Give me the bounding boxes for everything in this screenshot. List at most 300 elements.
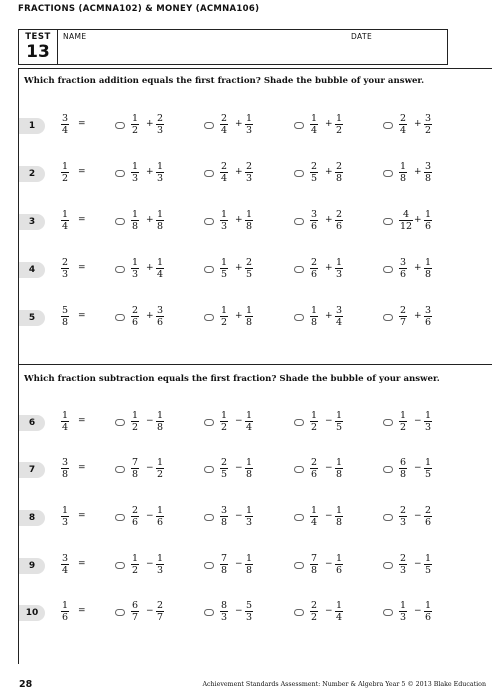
option-fraction-a xyxy=(220,161,228,184)
equals-sign: = xyxy=(78,606,86,616)
option-fraction-a xyxy=(399,113,407,136)
answer-bubble[interactable] xyxy=(294,419,304,426)
target-fraction xyxy=(61,505,69,528)
option-fraction-b-denominator: 8 xyxy=(246,317,253,328)
option-fraction-b-numerator: 2 xyxy=(336,209,343,220)
option-fraction-a-numerator: 2 xyxy=(400,305,407,316)
option-fraction-b-numerator: 1 xyxy=(157,161,164,172)
option-fraction-a-numerator: 1 xyxy=(400,161,407,172)
option-fraction-a xyxy=(220,600,228,623)
option-fraction-a xyxy=(399,505,407,528)
option-fraction-a-numerator: 1 xyxy=(132,113,139,124)
option-fraction-b-denominator: 4 xyxy=(336,317,343,328)
operator-sign: − xyxy=(414,511,422,521)
option-fraction-b-numerator: 2 xyxy=(157,600,164,611)
operator-sign: + xyxy=(325,215,333,225)
option-fraction-b-numerator: 3 xyxy=(157,305,164,316)
operator-sign: − xyxy=(325,416,333,426)
test-header-box xyxy=(18,29,448,65)
option-fraction-a-numerator: 3 xyxy=(400,257,407,268)
option-fraction-a-denominator: 8 xyxy=(221,565,228,576)
option-fraction-a-numerator: 1 xyxy=(221,257,228,268)
question-row xyxy=(0,207,496,237)
answer-bubble[interactable] xyxy=(115,218,125,225)
option-fraction-a-numerator: 1 xyxy=(132,410,139,421)
option-fraction-b-numerator: 1 xyxy=(246,209,253,220)
option-fraction-a xyxy=(131,161,139,184)
option-fraction-b-denominator: 6 xyxy=(425,317,432,328)
question-number-tab: 5 xyxy=(19,310,45,326)
option-fraction-a-denominator: 8 xyxy=(132,469,139,480)
option-fraction-a-numerator: 2 xyxy=(221,161,228,172)
option-fraction-a xyxy=(220,553,228,576)
answer-bubble[interactable] xyxy=(204,419,214,426)
option-fraction-b xyxy=(245,553,253,576)
option-fraction-a-numerator: 2 xyxy=(311,600,318,611)
option-fraction-a-denominator: 3 xyxy=(221,221,228,232)
option-fraction-a xyxy=(131,257,139,280)
answer-bubble[interactable] xyxy=(204,466,214,473)
option-fraction-b-numerator: 1 xyxy=(336,457,343,468)
option-fraction-a-denominator: 2 xyxy=(221,422,228,433)
operator-sign: − xyxy=(235,559,243,569)
answer-bubble[interactable] xyxy=(204,514,214,521)
option-fraction-b xyxy=(335,457,343,480)
option-fraction-a-numerator: 2 xyxy=(400,113,407,124)
operator-sign: + xyxy=(146,167,154,177)
option-fraction-a-numerator: 2 xyxy=(400,553,407,564)
answer-bubble[interactable] xyxy=(383,266,393,273)
answer-bubble[interactable] xyxy=(383,170,393,177)
option-fraction-a xyxy=(310,161,318,184)
option-fraction-b-denominator: 6 xyxy=(157,517,164,528)
option-fraction-b-numerator: 3 xyxy=(425,161,432,172)
operator-sign: − xyxy=(325,511,333,521)
option-fraction-b-numerator: 1 xyxy=(336,553,343,564)
option-fraction-a-numerator: 2 xyxy=(221,457,228,468)
option-fraction-a xyxy=(310,553,318,576)
option-fraction-b-denominator: 3 xyxy=(336,269,343,280)
answer-bubble[interactable] xyxy=(383,419,393,426)
target-fraction-denominator: 4 xyxy=(62,565,69,576)
option-fraction-b-denominator: 6 xyxy=(336,221,343,232)
target-fraction xyxy=(61,305,69,328)
option-fraction-b-numerator: 1 xyxy=(157,209,164,220)
option-fraction-b-denominator: 4 xyxy=(157,269,164,280)
option-fraction-a xyxy=(310,305,318,328)
option-fraction-b-denominator: 3 xyxy=(157,565,164,576)
equals-sign: = xyxy=(78,119,86,129)
answer-bubble[interactable] xyxy=(383,609,393,616)
option-fraction-a xyxy=(399,600,407,623)
option-fraction-a-numerator: 2 xyxy=(311,457,318,468)
option-fraction-a xyxy=(399,457,407,480)
option-fraction-a xyxy=(310,457,318,480)
equals-sign: = xyxy=(78,167,86,177)
answer-bubble[interactable] xyxy=(115,266,125,273)
answer-bubble[interactable] xyxy=(294,562,304,569)
answer-bubble[interactable] xyxy=(204,122,214,129)
answer-bubble[interactable] xyxy=(204,170,214,177)
option-fraction-a xyxy=(220,505,228,528)
answer-bubble[interactable] xyxy=(294,514,304,521)
operator-sign: − xyxy=(325,463,333,473)
answer-bubble[interactable] xyxy=(115,122,125,129)
option-fraction-b-numerator: 1 xyxy=(336,410,343,421)
option-fraction-b-numerator: 2 xyxy=(425,505,432,516)
option-fraction-a xyxy=(399,305,407,328)
option-fraction-b xyxy=(245,209,253,232)
option-fraction-a xyxy=(220,305,228,328)
answer-bubble[interactable] xyxy=(383,514,393,521)
question-number-tab: 7 xyxy=(19,462,45,478)
option-fraction-a xyxy=(131,305,139,328)
option-fraction-b-numerator: 1 xyxy=(157,457,164,468)
option-fraction-b-denominator: 8 xyxy=(336,517,343,528)
option-fraction-b xyxy=(156,161,164,184)
option-fraction-b-numerator: 1 xyxy=(157,410,164,421)
operator-sign: − xyxy=(146,463,154,473)
option-fraction-a-denominator: 6 xyxy=(132,317,139,328)
answer-bubble[interactable] xyxy=(115,562,125,569)
option-fraction-b xyxy=(245,410,253,433)
name-label: NAME xyxy=(63,32,87,41)
option-fraction-a-numerator: 6 xyxy=(400,457,407,468)
target-fraction-numerator: 1 xyxy=(62,209,69,220)
answer-bubble[interactable] xyxy=(115,314,125,321)
option-fraction-a-numerator: 2 xyxy=(132,505,139,516)
option-fraction-a xyxy=(399,161,407,184)
answer-bubble[interactable] xyxy=(204,562,214,569)
option-fraction-b-numerator: 3 xyxy=(336,305,343,316)
answer-bubble[interactable] xyxy=(294,609,304,616)
option-fraction-b xyxy=(245,113,253,136)
target-fraction-numerator: 1 xyxy=(62,505,69,516)
option-fraction-a-numerator: 1 xyxy=(311,113,318,124)
question-row xyxy=(0,111,496,141)
option-fraction-a-numerator: 1 xyxy=(221,410,228,421)
operator-sign: − xyxy=(414,416,422,426)
option-fraction-a-numerator: 1 xyxy=(132,209,139,220)
option-fraction-a-numerator: 2 xyxy=(221,113,228,124)
option-fraction-b xyxy=(424,257,432,280)
operator-sign: − xyxy=(414,559,422,569)
option-fraction-b-numerator: 1 xyxy=(425,457,432,468)
test-number: 13 xyxy=(26,42,50,62)
operator-sign: + xyxy=(414,167,422,177)
option-fraction-b xyxy=(424,505,432,528)
answer-bubble[interactable] xyxy=(204,218,214,225)
operator-sign: + xyxy=(325,119,333,129)
answer-bubble[interactable] xyxy=(294,466,304,473)
option-fraction-a xyxy=(131,600,139,623)
operator-sign: + xyxy=(235,263,243,273)
question-number-tab: 3 xyxy=(19,214,45,230)
option-fraction-a xyxy=(131,209,139,232)
question-row xyxy=(0,408,496,438)
option-fraction-b-denominator: 8 xyxy=(425,173,432,184)
option-fraction-b-numerator: 2 xyxy=(336,161,343,172)
option-fraction-a xyxy=(310,209,318,232)
equals-sign: = xyxy=(78,215,86,225)
option-fraction-b-numerator: 2 xyxy=(157,113,164,124)
target-fraction-denominator: 8 xyxy=(62,317,69,328)
option-fraction-a xyxy=(399,209,413,232)
option-fraction-b-numerator: 2 xyxy=(246,257,253,268)
option-fraction-b-denominator: 2 xyxy=(157,469,164,480)
option-fraction-b xyxy=(424,113,432,136)
option-fraction-b xyxy=(156,209,164,232)
option-fraction-b xyxy=(245,505,253,528)
equals-sign: = xyxy=(78,511,86,521)
option-fraction-a-denominator: 4 xyxy=(221,173,228,184)
option-fraction-a-denominator: 8 xyxy=(400,469,407,480)
option-fraction-b xyxy=(156,457,164,480)
option-fraction-a-numerator: 1 xyxy=(221,209,228,220)
option-fraction-b-denominator: 6 xyxy=(425,221,432,232)
option-fraction-b xyxy=(245,257,253,280)
option-fraction-a-numerator: 7 xyxy=(311,553,318,564)
option-fraction-a-denominator: 7 xyxy=(400,317,407,328)
option-fraction-a-denominator: 3 xyxy=(132,269,139,280)
option-fraction-a-denominator: 6 xyxy=(311,269,318,280)
target-fraction xyxy=(61,457,69,480)
option-fraction-b xyxy=(245,161,253,184)
target-fraction-numerator: 1 xyxy=(62,600,69,611)
option-fraction-a-numerator: 1 xyxy=(311,410,318,421)
option-fraction-b-denominator: 8 xyxy=(425,269,432,280)
operator-sign: − xyxy=(414,463,422,473)
option-fraction-a-denominator: 5 xyxy=(221,469,228,480)
option-fraction-b xyxy=(424,457,432,480)
target-fraction-numerator: 1 xyxy=(62,161,69,172)
date-label: DATE xyxy=(351,32,373,41)
option-fraction-a-numerator: 4 xyxy=(403,209,410,220)
target-fraction-denominator: 2 xyxy=(62,173,69,184)
option-fraction-b-denominator: 4 xyxy=(246,422,253,433)
option-fraction-b xyxy=(424,209,432,232)
option-fraction-b-numerator: 1 xyxy=(336,505,343,516)
option-fraction-b-denominator: 4 xyxy=(336,612,343,623)
answer-bubble[interactable] xyxy=(115,609,125,616)
operator-sign: − xyxy=(325,606,333,616)
target-fraction-denominator: 4 xyxy=(62,221,69,232)
operator-sign: − xyxy=(235,463,243,473)
option-fraction-b-denominator: 8 xyxy=(157,221,164,232)
answer-bubble[interactable] xyxy=(383,562,393,569)
option-fraction-b xyxy=(335,553,343,576)
option-fraction-a-denominator: 2 xyxy=(132,565,139,576)
target-fraction-denominator: 8 xyxy=(62,469,69,480)
answer-bubble[interactable] xyxy=(383,218,393,225)
equals-sign: = xyxy=(78,463,86,473)
target-fraction xyxy=(61,209,69,232)
option-fraction-b-numerator: 2 xyxy=(246,161,253,172)
option-fraction-a-denominator: 2 xyxy=(221,317,228,328)
option-fraction-b-denominator: 6 xyxy=(425,612,432,623)
operator-sign: − xyxy=(325,559,333,569)
option-fraction-a-numerator: 1 xyxy=(132,553,139,564)
subtraction-instruction: Which fraction subtraction equals the first fraction? Shade the bubble of your answer. xyxy=(24,374,440,384)
option-fraction-a xyxy=(220,457,228,480)
option-fraction-b-numerator: 5 xyxy=(246,600,253,611)
option-fraction-a-denominator: 4 xyxy=(311,517,318,528)
option-fraction-a xyxy=(310,410,318,433)
option-fraction-a-denominator: 3 xyxy=(400,517,407,528)
option-fraction-b-denominator: 3 xyxy=(157,173,164,184)
option-fraction-a-denominator: 2 xyxy=(132,125,139,136)
question-number-tab: 6 xyxy=(19,415,45,431)
answer-bubble[interactable] xyxy=(383,314,393,321)
answer-bubble[interactable] xyxy=(115,170,125,177)
option-fraction-b xyxy=(424,553,432,576)
option-fraction-a-numerator: 7 xyxy=(221,553,228,564)
option-fraction-b xyxy=(335,257,343,280)
option-fraction-a-denominator: 8 xyxy=(132,221,139,232)
option-fraction-a-numerator: 3 xyxy=(221,505,228,516)
option-fraction-a-denominator: 12 xyxy=(400,221,413,232)
operator-sign: + xyxy=(325,263,333,273)
operator-sign: − xyxy=(146,606,154,616)
option-fraction-a-denominator: 5 xyxy=(311,173,318,184)
option-fraction-b-denominator: 6 xyxy=(157,317,164,328)
target-fraction-denominator: 3 xyxy=(62,269,69,280)
option-fraction-b xyxy=(335,505,343,528)
equals-sign: = xyxy=(78,263,86,273)
option-fraction-b-numerator: 1 xyxy=(157,553,164,564)
answer-bubble[interactable] xyxy=(294,170,304,177)
option-fraction-a-numerator: 2 xyxy=(132,305,139,316)
option-fraction-b xyxy=(245,600,253,623)
option-fraction-b-denominator: 6 xyxy=(336,565,343,576)
section-divider xyxy=(18,364,492,365)
footer-credit: Achievement Standards Assessment: Number & Algebra Year 5 © 2013 Blake Education xyxy=(202,681,486,688)
option-fraction-b-numerator: 1 xyxy=(246,305,253,316)
option-fraction-a xyxy=(399,410,407,433)
question-row xyxy=(0,255,496,285)
answer-bubble[interactable] xyxy=(115,466,125,473)
option-fraction-a-denominator: 6 xyxy=(400,269,407,280)
answer-bubble[interactable] xyxy=(115,419,125,426)
answer-bubble[interactable] xyxy=(294,314,304,321)
option-fraction-a-numerator: 6 xyxy=(132,600,139,611)
answer-bubble[interactable] xyxy=(383,122,393,129)
addition-instruction: Which fraction addition equals the first fraction? Shade the bubble of your answer. xyxy=(24,76,425,86)
question-number-tab: 4 xyxy=(19,262,45,278)
option-fraction-b xyxy=(245,457,253,480)
option-fraction-a-denominator: 6 xyxy=(311,469,318,480)
answer-bubble[interactable] xyxy=(115,514,125,521)
option-fraction-a xyxy=(220,209,228,232)
option-fraction-a-denominator: 8 xyxy=(221,517,228,528)
answer-bubble[interactable] xyxy=(294,122,304,129)
answer-bubble[interactable] xyxy=(204,266,214,273)
target-fraction xyxy=(61,257,69,280)
option-fraction-b-denominator: 3 xyxy=(425,422,432,433)
target-fraction-denominator: 4 xyxy=(62,422,69,433)
question-row xyxy=(0,503,496,533)
option-fraction-a-denominator: 8 xyxy=(400,173,407,184)
option-fraction-a-numerator: 2 xyxy=(400,505,407,516)
option-fraction-b-numerator: 1 xyxy=(246,113,253,124)
option-fraction-b-numerator: 1 xyxy=(425,553,432,564)
option-fraction-b-denominator: 3 xyxy=(246,517,253,528)
target-fraction-denominator: 6 xyxy=(62,612,69,623)
option-fraction-b xyxy=(335,410,343,433)
target-fraction xyxy=(61,553,69,576)
option-fraction-a-denominator: 2 xyxy=(311,422,318,433)
option-fraction-a-denominator: 2 xyxy=(400,422,407,433)
option-fraction-a xyxy=(399,257,407,280)
option-fraction-b-denominator: 3 xyxy=(246,612,253,623)
option-fraction-a-numerator: 1 xyxy=(311,305,318,316)
option-fraction-a xyxy=(310,257,318,280)
operator-sign: + xyxy=(235,215,243,225)
option-fraction-b-denominator: 8 xyxy=(246,565,253,576)
operator-sign: − xyxy=(235,416,243,426)
operator-sign: + xyxy=(414,311,422,321)
target-fraction-numerator: 2 xyxy=(62,257,69,268)
target-fraction-numerator: 1 xyxy=(62,410,69,421)
option-fraction-a xyxy=(131,457,139,480)
question-row xyxy=(0,303,496,333)
answer-bubble[interactable] xyxy=(383,466,393,473)
question-number-tab: 2 xyxy=(19,166,45,182)
option-fraction-a-denominator: 8 xyxy=(311,317,318,328)
option-fraction-b-denominator: 7 xyxy=(157,612,164,623)
option-fraction-a-numerator: 3 xyxy=(311,209,318,220)
option-fraction-b-numerator: 3 xyxy=(425,305,432,316)
answer-bubble[interactable] xyxy=(204,609,214,616)
equals-sign: = xyxy=(78,311,86,321)
answer-bubble[interactable] xyxy=(294,266,304,273)
option-fraction-b-numerator: 1 xyxy=(425,410,432,421)
option-fraction-b-numerator: 1 xyxy=(246,505,253,516)
target-fraction-numerator: 5 xyxy=(62,305,69,316)
operator-sign: − xyxy=(146,416,154,426)
option-fraction-a-numerator: 1 xyxy=(400,410,407,421)
option-fraction-b xyxy=(156,410,164,433)
equals-sign: = xyxy=(78,416,86,426)
option-fraction-a-numerator: 2 xyxy=(311,161,318,172)
option-fraction-b xyxy=(245,305,253,328)
test-label: TEST xyxy=(25,32,51,42)
option-fraction-b-numerator: 1 xyxy=(157,505,164,516)
option-fraction-b-denominator: 5 xyxy=(336,422,343,433)
option-fraction-a xyxy=(310,113,318,136)
option-fraction-a xyxy=(310,505,318,528)
answer-bubble[interactable] xyxy=(294,218,304,225)
option-fraction-b-denominator: 3 xyxy=(157,125,164,136)
operator-sign: − xyxy=(235,511,243,521)
question-row xyxy=(0,159,496,189)
operator-sign: − xyxy=(146,559,154,569)
option-fraction-b-numerator: 1 xyxy=(246,410,253,421)
operator-sign: + xyxy=(414,263,422,273)
option-fraction-a xyxy=(399,553,407,576)
operator-sign: + xyxy=(146,215,154,225)
answer-bubble[interactable] xyxy=(204,314,214,321)
option-fraction-a-denominator: 3 xyxy=(400,612,407,623)
target-fraction-numerator: 3 xyxy=(62,553,69,564)
option-fraction-b-numerator: 3 xyxy=(425,113,432,124)
option-fraction-a-denominator: 7 xyxy=(132,612,139,623)
option-fraction-a-numerator: 1 xyxy=(132,257,139,268)
option-fraction-b xyxy=(156,600,164,623)
question-number-tab: 9 xyxy=(19,558,45,574)
option-fraction-b xyxy=(335,305,343,328)
option-fraction-a-denominator: 3 xyxy=(221,612,228,623)
